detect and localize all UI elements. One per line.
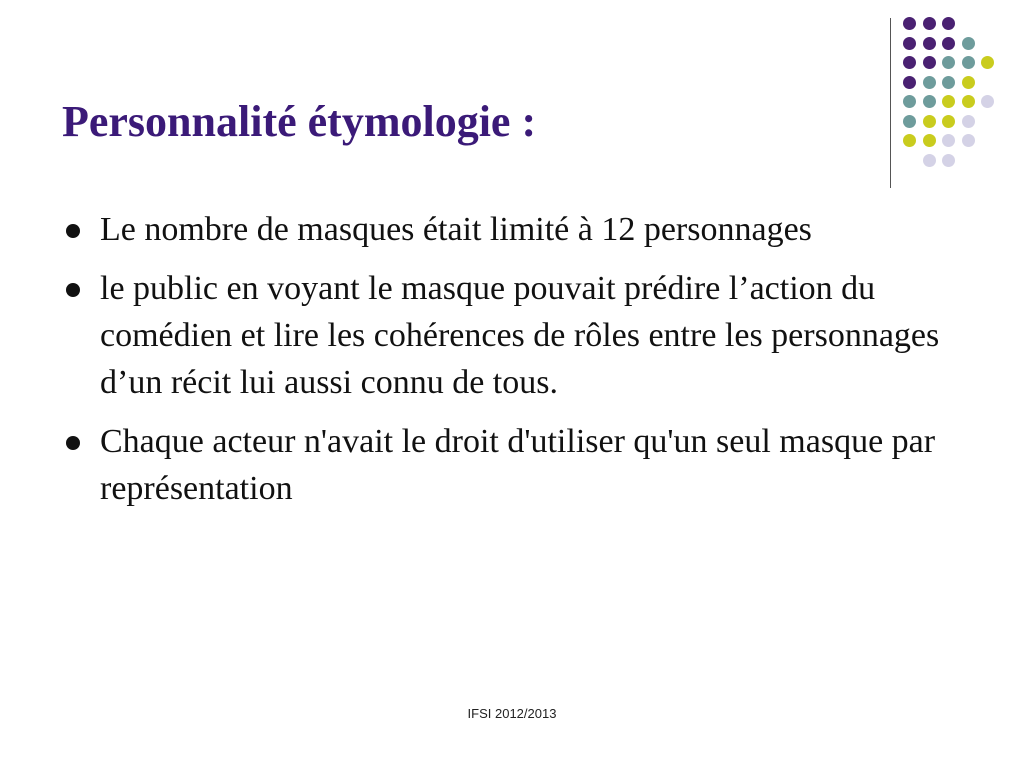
decorative-dot: [923, 56, 936, 69]
decorative-dot: [962, 95, 975, 108]
decorative-dot: [981, 95, 994, 108]
slide-title: Personnalité étymologie :: [62, 97, 537, 146]
bullet-item: [62, 265, 962, 406]
decorative-dot: [942, 95, 955, 108]
decorative-dot: [903, 95, 916, 108]
bullet-list: [62, 206, 962, 524]
decorative-dot: [903, 17, 916, 30]
decorative-dot: [923, 115, 936, 128]
decorative-dot: [942, 134, 955, 147]
decorative-dot: [903, 76, 916, 89]
decorative-dot: [903, 134, 916, 147]
decorative-dot: [942, 37, 955, 50]
decorative-dot: [962, 76, 975, 89]
decorative-dot: [923, 134, 936, 147]
bullet-dot-icon: [66, 436, 80, 450]
decorative-dot: [923, 95, 936, 108]
bullet-dot-icon: [66, 283, 80, 297]
decorative-dot: [962, 37, 975, 50]
decorative-dot: [903, 37, 916, 50]
bullet-dot-icon: [66, 224, 80, 238]
decorative-dot: [942, 76, 955, 89]
decorative-dot: [903, 115, 916, 128]
bullet-text: Chaque acteur n'avait le droit d'utiliser qu'un seul masque par représentation: [100, 423, 936, 507]
bullet-text: le public en voyant le masque pouvait prédire l’action du comédien et lire les cohérences de rôles entre les personnages d’un récit lui aussi connu de tous.: [100, 270, 940, 401]
decorative-dot: [923, 37, 936, 50]
decorative-dot: [962, 115, 975, 128]
decorative-dot: [923, 17, 936, 30]
decorative-dot: [942, 56, 955, 69]
vertical-divider-line: [890, 18, 891, 188]
bullet-text: Le nombre de masques était limité à 12 personnages: [100, 211, 812, 248]
slide-footer: IFSI 2012/2013: [467, 706, 557, 721]
bullet-item: [62, 418, 962, 512]
decorative-dot: [942, 17, 955, 30]
decorative-dot: [942, 115, 955, 128]
decorative-dot: [923, 76, 936, 89]
decorative-dot: [903, 56, 916, 69]
decorative-dot: [942, 154, 955, 167]
decorative-dot: [962, 56, 975, 69]
decorative-dot: [923, 154, 936, 167]
bullet-item: [62, 206, 962, 253]
decorative-dot: [962, 134, 975, 147]
decorative-dot: [981, 56, 994, 69]
